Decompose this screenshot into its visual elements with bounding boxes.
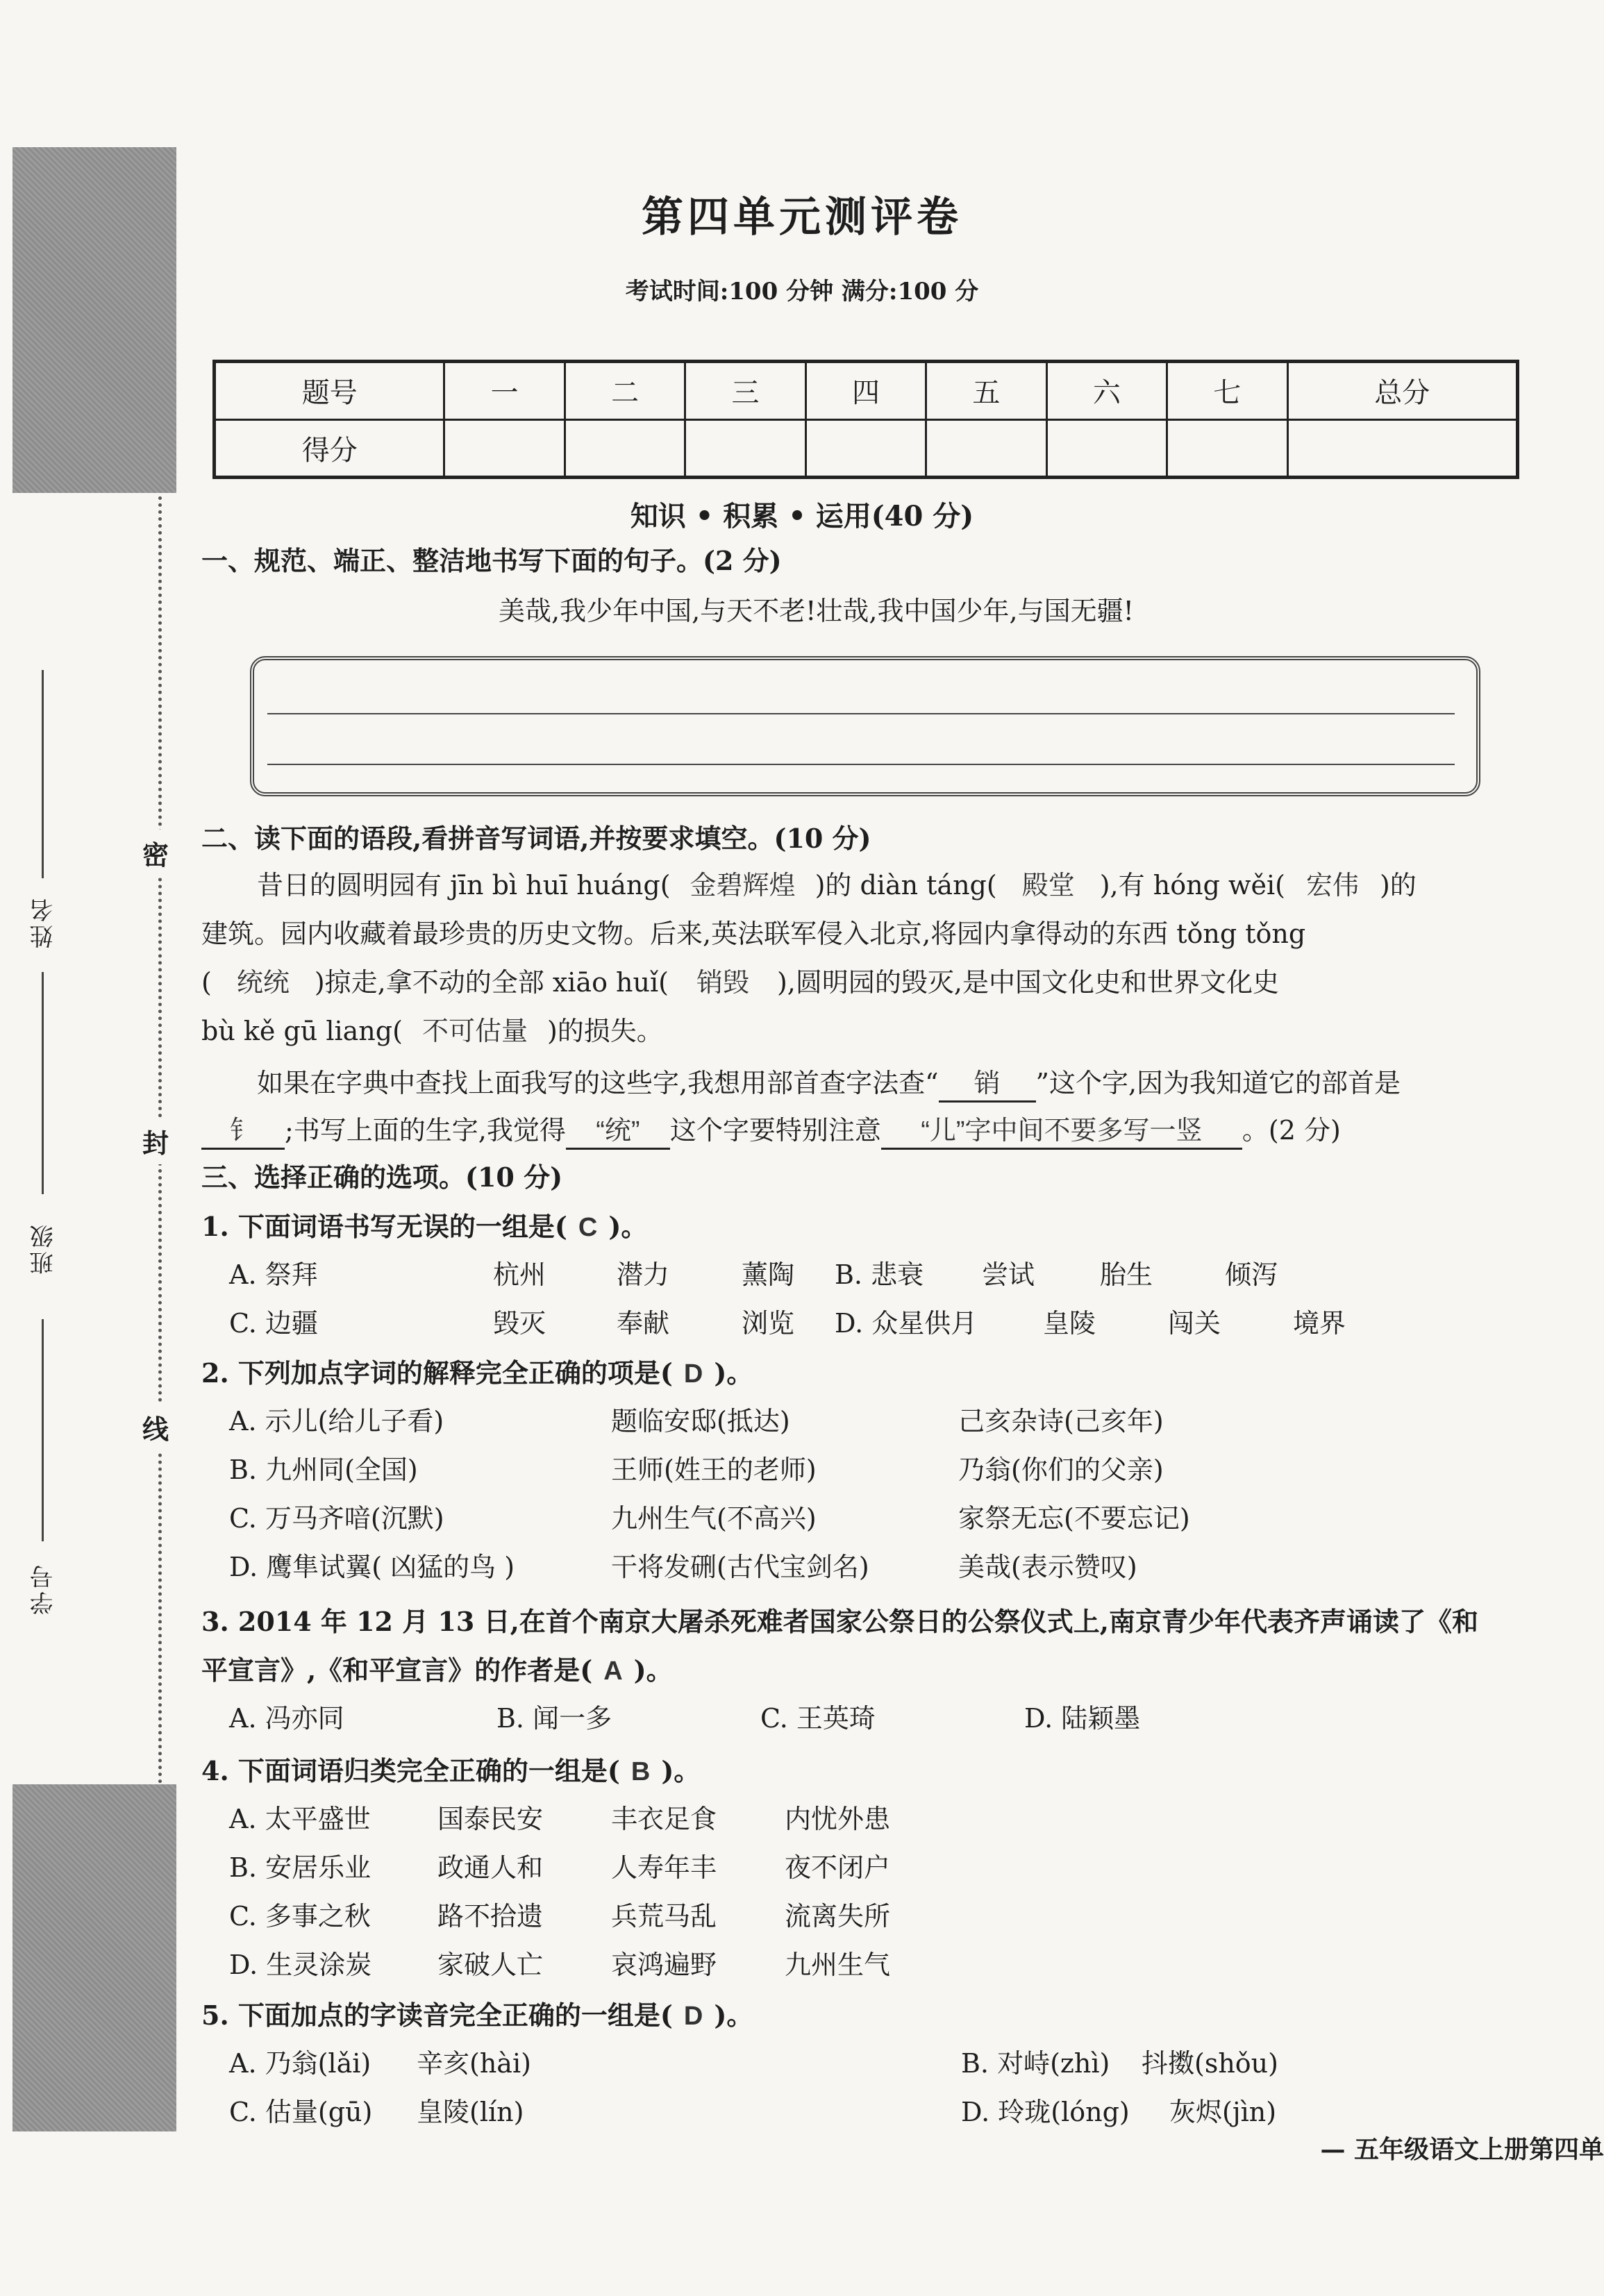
section-title: 知识 • 积累 • 运用(40 分) — [630, 500, 974, 533]
opt: D. 众星供月 — [835, 1308, 978, 1339]
opt: C. 万马齐喑(沉默) — [229, 1503, 444, 1534]
text: ),圆明园的毁灭,是中国文化史和世界文化史 — [776, 967, 1279, 998]
opt: 毁灭 — [493, 1308, 546, 1339]
score-row-label: 得分 — [215, 419, 444, 478]
opt: C. 多事之秋 — [229, 1901, 371, 1932]
q3-1-option-c — [229, 1308, 794, 1340]
answer-choice: A — [603, 1657, 623, 1686]
opt: 九州生气(不高兴) — [611, 1503, 817, 1534]
opt: 政通人和 — [437, 1852, 544, 1883]
answer-hongwei: 宏伟 — [1305, 871, 1359, 900]
opt: C. 边疆 — [229, 1308, 318, 1339]
text: )。 — [714, 1357, 753, 1389]
answer-choice: D — [683, 2002, 703, 2031]
opt: 丰衣足食 — [611, 1804, 717, 1834]
opt: 流离失所 — [785, 1901, 891, 1932]
text: 。(2 分) — [1242, 1115, 1341, 1146]
q2-paragraph-line-1 — [257, 870, 1417, 903]
opt: 干将发硎(古代宝剑名) — [611, 1552, 869, 1582]
page-footer: — 五年级语文上册第四单 — [1320, 2135, 1604, 2164]
score-header-cell: 六 — [1046, 362, 1167, 420]
opt: 兵荒马乱 — [611, 1901, 717, 1932]
score-cell — [805, 419, 926, 478]
score-cell — [1167, 419, 1287, 478]
text: )的 diàn táng( — [814, 870, 997, 900]
score-cell — [1287, 419, 1517, 478]
opt: 国泰民安 — [437, 1804, 544, 1834]
opt: A. 冯亦同 — [229, 1703, 344, 1734]
q3-4-option-c — [229, 1901, 890, 1933]
opt: A. 太平盛世 — [229, 1804, 371, 1834]
q3-2-option-d — [229, 1552, 1137, 1584]
score-header-cell: 四 — [805, 362, 926, 420]
class-label: 班级 — [30, 1222, 58, 1275]
q3-3-stem-line-2 — [201, 1654, 673, 1688]
answer-radical: 钅 — [201, 1116, 285, 1150]
answer-tongtong: 统统 — [236, 969, 290, 998]
answer-bukeguliang: 不可估量 — [421, 1017, 528, 1046]
text: ( — [201, 967, 212, 998]
opt: B. 闻一多 — [496, 1703, 612, 1734]
q3-5-option-b — [961, 2048, 1278, 2080]
score-cell — [444, 419, 565, 478]
seal-char-feng: 封 — [142, 1118, 169, 1164]
seal-char-xian: 线 — [142, 1404, 169, 1450]
opt: 抖擞(shǒu) — [1142, 2048, 1278, 2079]
q3-4-option-b — [229, 1852, 890, 1884]
opt: 杭州 — [493, 1259, 546, 1290]
text: ;书写上面的生字,我觉得 — [285, 1115, 566, 1146]
text: 如果在字典中查找上面我写的这些字,我想用部首查字法查“ — [257, 1068, 939, 1098]
opt: 胎生 — [1100, 1259, 1153, 1290]
answer-lookup-char: 销 — [939, 1069, 1036, 1103]
opt: 奉献 — [617, 1308, 670, 1339]
score-table-header-row — [215, 362, 1518, 420]
score-header-cell: 一 — [444, 362, 565, 420]
opt: 倾泻 — [1225, 1259, 1278, 1290]
text: 4. 下面词语归类完全正确的一组是( — [201, 1755, 620, 1786]
answer-xiaohui: 销毁 — [696, 969, 749, 998]
q2-paragraph-line-4 — [201, 1016, 663, 1048]
class-blank-line — [42, 1319, 44, 1541]
opt: 人寿年丰 — [611, 1852, 717, 1883]
opt: D. 陆颖墨 — [1024, 1703, 1141, 1734]
text: 昔日的圆明园有 jīn bì huī huáng( — [257, 870, 671, 900]
opt: 王师(姓王的老师) — [611, 1455, 817, 1485]
writing-line — [267, 713, 1455, 714]
text: ”这个字,因为我知道它的部首是 — [1035, 1068, 1401, 1098]
q3-4-stem — [201, 1755, 700, 1788]
q3-1-option-b — [835, 1259, 1278, 1291]
q3-4-option-d — [229, 1950, 890, 1981]
answer-choice: D — [683, 1359, 703, 1389]
q3-2-option-c — [229, 1503, 1190, 1535]
score-header-cell: 总分 — [1287, 362, 1517, 420]
score-table — [212, 360, 1519, 479]
answer-choice: B — [630, 1757, 651, 1786]
opt: B. 对峙(zhì) — [961, 2048, 1110, 2079]
opt: B. 九州同(全国) — [229, 1455, 418, 1485]
opt: 九州生气 — [785, 1950, 891, 1980]
q2-title: 二、读下面的语段,看拼音写词语,并按要求填空。(10 分) — [201, 823, 871, 854]
answer-choice: C — [578, 1213, 598, 1242]
opt: 路不拾遗 — [437, 1901, 544, 1932]
score-cell — [926, 419, 1046, 478]
opt: A. 乃翁(lǎi) — [229, 2048, 371, 2079]
q3-3-options — [229, 1703, 1140, 1735]
text: 这个字要特别注意 — [669, 1115, 881, 1146]
opt: 灰烬(jìn) — [1169, 2097, 1277, 2127]
q3-1-stem — [201, 1211, 647, 1244]
seal-char-mi: 密 — [142, 830, 169, 876]
text: 平宣言》,《和平宣言》的作者是( — [201, 1654, 593, 1686]
opt: 辛亥(hài) — [417, 2048, 531, 2079]
name-blank-line — [42, 670, 44, 878]
q3-5-option-d — [961, 2097, 1276, 2129]
opt: C. 王英琦 — [760, 1703, 876, 1734]
q2-paragraph-line-6 — [201, 1115, 1341, 1150]
text: )的损失。 — [546, 1016, 663, 1046]
text: )的 — [1379, 870, 1417, 900]
opt: 潜力 — [617, 1259, 670, 1290]
text: )。 — [633, 1654, 673, 1686]
opt: 皇陵(lín) — [417, 2097, 524, 2127]
opt: 美哉(表示赞叹) — [958, 1552, 1137, 1582]
opt: 闯关 — [1168, 1308, 1221, 1339]
score-header-cell: 二 — [565, 362, 685, 420]
text: )掠走,拿不动的全部 xiāo huǐ( — [314, 967, 669, 998]
exam-info: 考试时间:100 分钟 满分:100 分 — [625, 278, 979, 305]
q3-title: 三、选择正确的选项。(10 分) — [201, 1162, 563, 1193]
opt: D. 生灵涂炭 — [229, 1950, 372, 1980]
score-table-score-row — [215, 419, 1518, 478]
text: 1. 下面词语书写无误的一组是( — [201, 1211, 567, 1242]
q3-5-stem — [201, 2000, 753, 2033]
text: 2. 下列加点字词的解释完全正确的项是( — [201, 1357, 673, 1389]
opt: D. 鹰隼试翼( 凶猛的鸟 ) — [229, 1552, 515, 1582]
q1-sentence: 美哉,我少年中国,与天不老!壮哉,我中国少年,与国无疆! — [499, 596, 1134, 626]
opt: 乃翁(你们的父亲) — [958, 1455, 1164, 1485]
score-header-cell: 题号 — [215, 362, 444, 420]
score-header-cell: 三 — [685, 362, 805, 420]
opt: 家破人亡 — [437, 1950, 544, 1980]
q1-title: 一、规范、端正、整洁地书写下面的句子。(2 分) — [201, 545, 782, 576]
opt: A. 祭拜 — [229, 1259, 318, 1290]
q3-2-stem — [201, 1357, 753, 1391]
opt: B. 安居乐业 — [229, 1852, 371, 1883]
q3-1-option-a — [229, 1259, 794, 1291]
q2-paragraph-line-3 — [201, 967, 1279, 1000]
opt: 哀鸿遍野 — [611, 1950, 717, 1980]
student-id-label: 学号 — [30, 1562, 58, 1615]
writing-line — [267, 764, 1455, 765]
q3-5-option-c — [229, 2097, 524, 2129]
q3-2-option-b — [229, 1455, 1164, 1486]
score-header-cell: 五 — [926, 362, 1046, 420]
opt: 家祭无忘(不要忘记) — [958, 1503, 1190, 1534]
q2-paragraph-line-5 — [257, 1068, 1401, 1103]
text: ),有 hóng wěi( — [1099, 870, 1285, 900]
margin-band-bottom — [12, 1784, 176, 2131]
opt: 境界 — [1293, 1308, 1346, 1339]
opt: 夜不闭户 — [785, 1852, 891, 1883]
opt: 内忧外患 — [785, 1804, 891, 1834]
answer-attention-note: “儿”字中间不要多写一竖 — [881, 1116, 1242, 1150]
text: bù kě gū liang( — [201, 1016, 403, 1046]
handwriting-box — [250, 656, 1480, 796]
score-cell — [685, 419, 805, 478]
opt: 尝试 — [982, 1259, 1035, 1290]
opt: B. 悲衰 — [835, 1259, 924, 1290]
q2-paragraph-line-2: 建筑。园内收藏着最珍贵的历史文物。后来,英法联军侵入北京,将园内拿得动的东西 tǒng tǒng — [201, 919, 1306, 949]
answer-char-attention: “统” — [566, 1116, 670, 1150]
q3-1-option-d — [835, 1308, 1346, 1340]
text: 5. 下面加点的字读音完全正确的一组是( — [201, 2000, 673, 2031]
q3-5-option-a — [229, 2048, 531, 2080]
opt: 己亥杂诗(己亥年) — [958, 1406, 1164, 1436]
name-class-line — [42, 972, 44, 1194]
name-label: 姓名 — [30, 896, 58, 948]
opt: 薰陶 — [742, 1259, 795, 1290]
score-header-cell: 七 — [1167, 362, 1287, 420]
q3-3-stem-line-1: 3. 2014 年 12 月 13 日,在首个南京大屠杀死难者国家公祭日的公祭仪式上,南京青少年代表齐声诵读了《和 — [201, 1606, 1479, 1637]
opt: 皇陵 — [1043, 1308, 1096, 1339]
score-cell — [1046, 419, 1167, 478]
text: )。 — [714, 2000, 753, 2031]
answer-diantang: 殿堂 — [1021, 871, 1075, 900]
opt: A. 示儿(给儿子看) — [229, 1406, 444, 1436]
text: )。 — [661, 1755, 701, 1786]
opt: 题临安邸(抵达) — [611, 1406, 790, 1436]
q3-4-option-a — [229, 1804, 890, 1836]
opt: 浏览 — [742, 1308, 795, 1339]
score-cell — [565, 419, 685, 478]
page-title: 第四单元测评卷 — [642, 193, 962, 242]
opt: C. 估量(gū) — [229, 2097, 373, 2127]
opt: D. 玲珑(lóng) — [961, 2097, 1130, 2127]
q3-2-option-a — [229, 1406, 1164, 1438]
answer-jinbihuihuang: 金碧辉煌 — [690, 871, 796, 900]
text: )。 — [608, 1211, 648, 1242]
